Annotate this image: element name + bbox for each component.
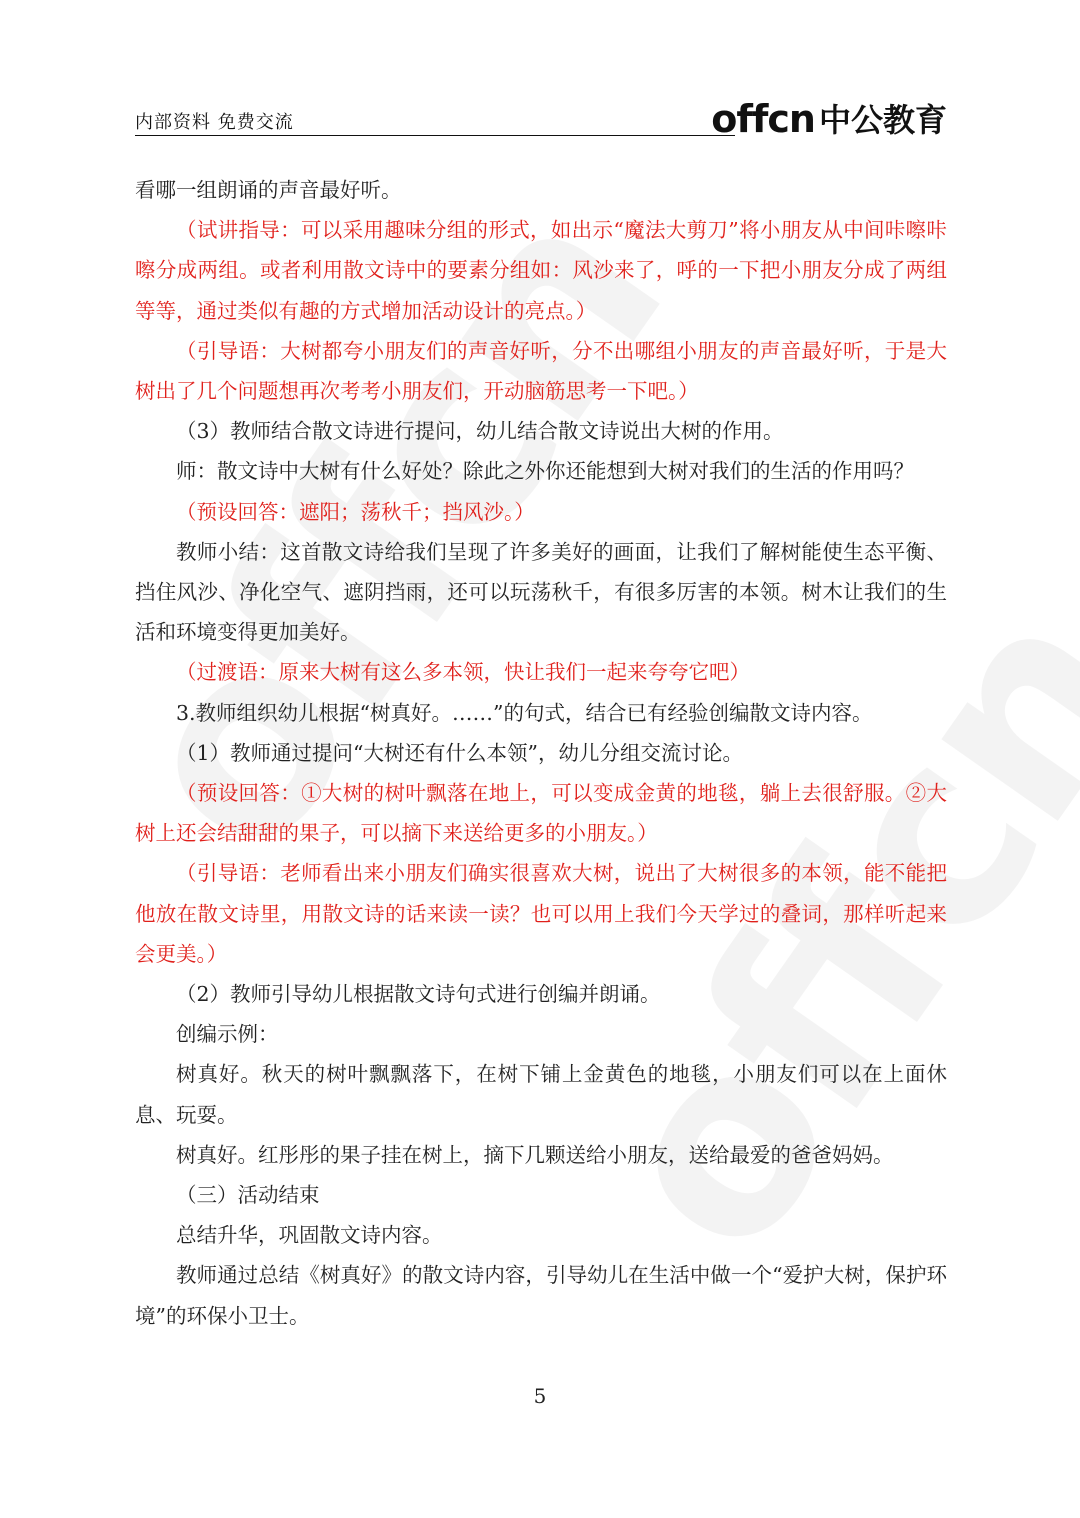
guidance-paragraph: （预设回答：遮阳；荡秋千；挡风沙。） <box>176 499 535 524</box>
body-paragraph: 总结升华，巩固散文诗内容。 <box>176 1223 443 1248</box>
offcn-logo <box>711 97 947 141</box>
body-paragraph: 3.教师组织幼儿根据“树真好。……”的句式，结合已有经验创编散文诗内容。 <box>176 700 873 725</box>
page-number: 5 <box>533 1384 547 1408</box>
body-paragraph: 树真好。红彤彤的果子挂在树上，摘下几颗送给小朋友，送给最爱的爸爸妈妈。 <box>176 1142 894 1167</box>
body-paragraph: （三）活动结束 <box>176 1183 320 1208</box>
guidance-paragraph: （预设回答：①大树的树叶飘落在地上，可以变成金黄的地毯，躺上去很舒服。②大树上还会结甜甜的果子，可以摘下来送给更多的小朋友。） <box>135 781 947 846</box>
body-paragraph: 看哪一组朗诵的声音最好听。 <box>135 178 402 202</box>
body-paragraph: （1）教师通过提问“大树还有什么本领”，幼儿分组交流讨论。 <box>176 740 744 765</box>
logo-chinese-text: 中公教育 <box>818 101 947 139</box>
guidance-paragraph: （过渡语：原来大树有这么多本领，快让我们一起来夸夸它吧） <box>176 660 750 685</box>
body-paragraph: 师：散文诗中大树有什么好处？除此之外你还能想到大树对我们的生活的作用吗？ <box>176 459 914 484</box>
body-paragraph: （2）教师引导幼儿根据散文诗句式进行创编并朗诵。 <box>176 982 661 1007</box>
body-paragraph: 创编示例： <box>176 1022 279 1047</box>
body-paragraph: （3）教师结合散文诗进行提问，幼儿结合散文诗说出大树的作用。 <box>176 419 784 444</box>
body-paragraph: 树真好。秋天的树叶飘飘落下，在树下铺上金黄色的地毯，小朋友们可以在上面休息、玩耍。 <box>135 1062 947 1127</box>
body-text <box>135 170 947 1336</box>
guidance-paragraph: （引导语：大树都夸小朋友们的声音好听，分不出哪组小朋友的声音最好听，于是大树出了几个问题想再次考考小朋友们，开动脑筋思考一下吧。） <box>135 338 947 404</box>
logo-latin-text: offcn <box>711 97 815 141</box>
header-rule <box>135 135 735 136</box>
body-paragraph: 教师小结：这首散文诗给我们呈现了许多美好的画面，让我们了解树能使生态平衡、挡住风沙、净化空气、遮阴挡雨，还可以玩荡秋千，有很多厉害的本领。树木让我们的生活和环境变得更加美好。 <box>135 539 947 645</box>
guidance-paragraph: （引导语：老师看出来小朋友们确实很喜欢大树，说出了大树很多的本领，能不能把他放在散文诗里，用散文诗的话来读一读？也可以用上我们今天学过的叠词，那样听起来会更美。） <box>135 861 947 966</box>
header-label: 内部资料 免费交流 <box>135 112 294 133</box>
guidance-paragraph: （试讲指导：可以采用趣味分组的形式，如出示“魔法大剪刀”将小朋友从中间咔嚓咔嚓分成两组。或者利用散文诗中的要素分组如：风沙来了，呼的一下把小朋友分成了两组等等，通过类似有趣的方式增加活动设计的亮点。） <box>135 218 947 323</box>
page-header <box>135 92 947 141</box>
body-paragraph: 教师通过总结《树真好》的散文诗内容，引导幼儿在生活中做一个“爱护大树，保护环境”的环保小卫士。 <box>135 1263 947 1328</box>
